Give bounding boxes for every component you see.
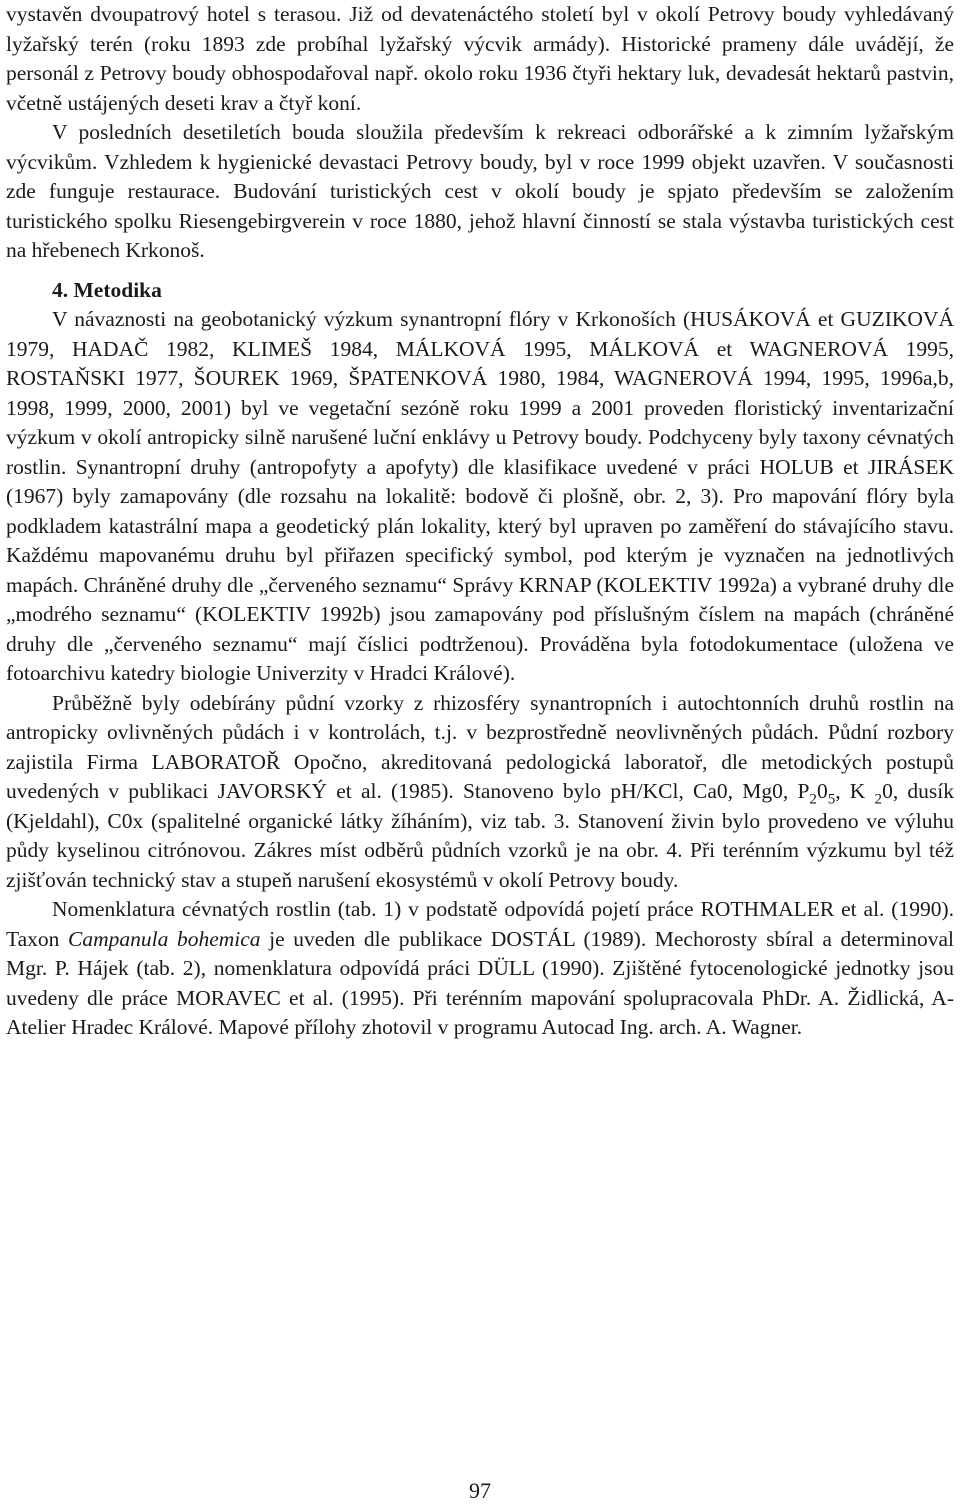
- methods-paragraph-3: [6, 895, 954, 1043]
- taxon-name: Campanula bohemica: [68, 926, 261, 951]
- methods-p3-text-start: Nomenklatura cévnatých rostlin (tab. 1) v podstatě odpovídá pojetí práce ROTHMALER et al. (1990). Taxon: [6, 897, 954, 951]
- subscript-2a: 2: [809, 791, 817, 808]
- subscript-2b: 2: [874, 791, 883, 808]
- methods-p2-text-mid1: 0: [816, 779, 828, 803]
- subscript-5: 5: [827, 791, 836, 808]
- methods-p3-text-end: je uveden dle publikace DOSTÁL (1989). Mechorosty sbíral a determinoval Mgr. P. Hájek (tab. 2), nomenklatura odpovídá práci DÜLL (1990). Zjištěné fytocenologické jednotky jsou uvedeny dle práce MORAVEC et al. (1995). Při terénním mapování spolupracovala PhDr. A. Židlická, A-Atelier Hradec Králové. Mapové přílohy zhotovil v programu Autocad Ing. arch. A. Wagner.: [6, 926, 954, 1039]
- page-body: [6, 0, 954, 1043]
- methods-p2-text-start: Průběžně byly odebírány půdní vzorky z rhizosféry synantropních i autochtonních druhů rostlin na antropicky ovlivněných půdách i v kontrolách, t.j. v bezprostředně neovlivněných půdách. Půdní rozbory zajistila Firma LABORATOŘ Opočno, akreditovaná pedologická laboratoř, dle metodických postupů uvedených v publikaci JAVORSKÝ et al. (1985). Stanoveno bylo pH/KCl, Ca0, Mg0, P: [6, 690, 954, 803]
- methods-p2-text-end: 0, dusík (Kjeldahl), C0x (spalitelné organické látky žíháním), viz tab. 3. Stanovení živin bylo provedeno ve výluhu půdy kyselinou citrónovou. Zákres míst odběrů půdních vzorků je na obr. 4. Při terénním výzkumu byl též zjišťován technický stav a stupeň narušení ekosystémů v okolí Petrovy boudy.: [6, 779, 954, 892]
- intro-continuation-paragraph: [6, 118, 954, 266]
- section-title: Metodika: [73, 277, 162, 302]
- section-number: 4.: [52, 277, 69, 302]
- methods-p2-text-mid2: , K: [835, 779, 866, 803]
- intro-text: vystavěn dvoupatrový hotel s terasou. Již od devatenáctého století byl v okolí Petrovy boudy vyhledávaný lyžařský terén (roku 1893 zde probíhal lyžařský výcvik armády). Historické prameny dále uvádějí, že personál z Petrovy boudy obhospodařoval např. okolo roku 1936 čtyři hektary luk, devadesát hektarů pastvin, včetně ustájených deseti krav a čtyř koní.: [6, 2, 954, 115]
- intro-paragraph: [6, 0, 954, 118]
- methods-p1-text: V návaznosti na geobotanický výzkum synantropní flóry v Krkonoších (HUSÁKOVÁ et GUZIKOVÁ 1979, HADAČ 1982, KLIMEŠ 1984, MÁLKOVÁ 1995, MÁLKOVÁ et WAGNEROVÁ 1995, ROSTAŇSKI 1977, ŠOUREK 1969, ŠPATENKOVÁ 1980, 1984, WAGNEROVÁ 1994, 1995, 1996a,b, 1998, 1999, 2000, 2001) byl ve vegetační sezóně roku 1999 a 2001 proveden floristický inventarizační výzkum v okolí antropicky silně narušené luční enklávy u Petrovy boudy. Podchyceny byly taxony cévnatých rostlin. Synantropní druhy (antropofyty a apofyty) dle klasifikace uvedené v práci HOLUB et JIRÁSEK (1967) byly zamapovány (dle rozsahu na lokalitě: bodově či plošně, obr. 2, 3). Pro mapování flóry byla podkladem katastrální mapa a geodetický plán lokality, který byl upraven po zaměření do stávajícího stavu. Každému mapovanému druhu byl přiřazen specifický symbol, pod kterým je vyznačen na jednotlivých mapách. Chráněné druhy dle „červeného seznamu“ Správy KRNAP (KOLEKTIV 1992a) a vybrané druhy dle „modrého seznamu“ (KOLEKTIV 1992b) jsou zamapovány pod příslušným číslem na mapách (chráněné druhy dle „červeného seznamu“ mají číslici podtrženou). Prováděna byla fotodokumentace (uložena ve fotoarchivu katedry biologie Univerzity v Hradci Králové).: [6, 307, 954, 685]
- intro-continuation-text: V posledních desetiletích bouda sloužila především k rekreaci odborářské a k zimním lyžařským výcvikům. Vzhledem k hygienické devastaci Petrovy boudy, byl v roce 1999 objekt uzavřen. V současnosti zde funguje restaurace. Budování turistických cest v okolí boudy je spjato především se založením turistického spolku Riesengebirgverein v roce 1880, jehož hlavní činností se stala výstavba turistických cest na hřebenech Krkonoš.: [6, 120, 954, 262]
- page-number: 97: [469, 1478, 491, 1503]
- methods-paragraph-2: [6, 689, 954, 896]
- section-heading: [6, 276, 954, 306]
- methods-paragraph-1: [6, 305, 954, 689]
